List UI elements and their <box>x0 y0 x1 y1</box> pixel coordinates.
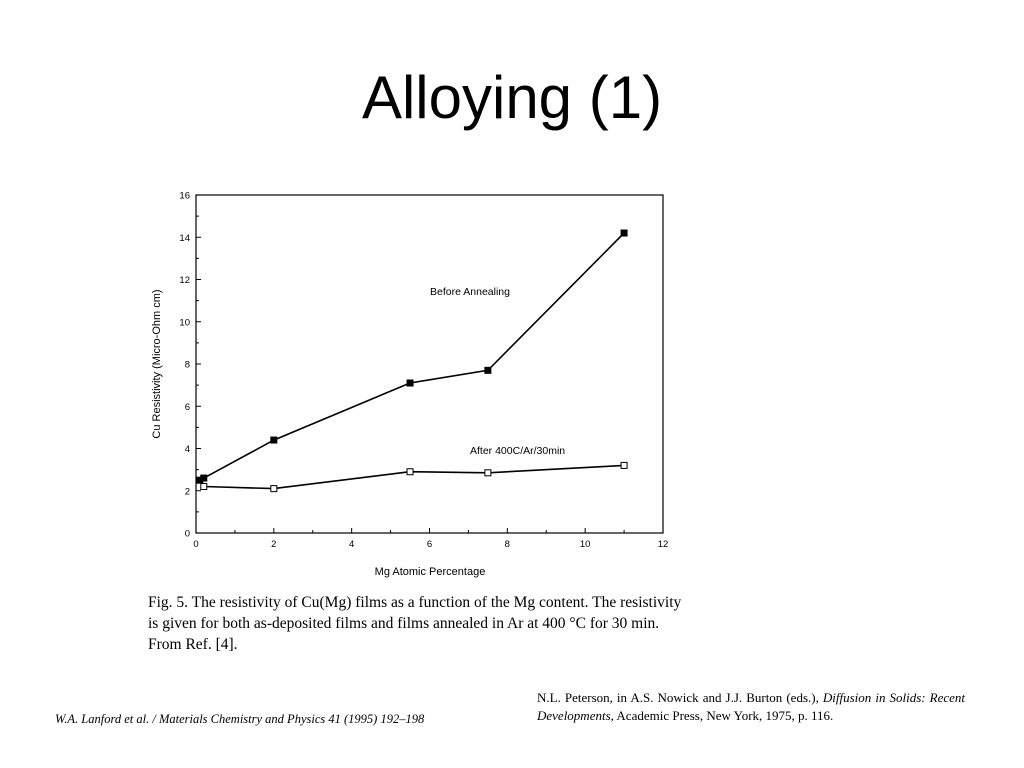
series-label-after-annealing: After 400C/Ar/30min <box>470 445 566 457</box>
y-tick-label: 6 <box>184 401 190 413</box>
citation-peterson-tail: Academic Press, New York, 1975, p. 116. <box>613 708 834 723</box>
citation-lanford: W.A. Lanford et al. / Materials Chemistry and Physics 41 (1995) 192–198 <box>55 712 425 726</box>
plot-frame <box>196 195 663 533</box>
y-tick-label: 8 <box>184 359 190 371</box>
x-tick-label: 12 <box>657 539 669 550</box>
citation-peterson-lead: N.L. Peterson, in A.S. Nowick and J.J. Burton (eds.), <box>537 690 823 705</box>
y-tick-label: 14 <box>179 232 190 244</box>
y-tick-label: 0 <box>184 528 190 540</box>
data-point <box>407 380 413 386</box>
axes-layer <box>179 191 668 551</box>
data-point <box>407 469 413 475</box>
y-tick-label: 10 <box>179 317 190 329</box>
data-point <box>485 367 491 373</box>
data-point <box>271 486 277 492</box>
y-tick-label: 16 <box>179 190 190 202</box>
data-point <box>271 437 277 443</box>
series-label-before-annealing: Before Annealing <box>430 286 510 298</box>
data-point <box>621 462 627 468</box>
series-line-0 <box>200 233 624 480</box>
x-tick-label: 0 <box>193 539 199 550</box>
x-axis-label: Mg Atomic Percentage <box>374 566 486 578</box>
figure-caption: Fig. 5. The resistivity of Cu(Mg) films as a function of the Mg content. The resistivity is given for both as-deposited films and films annealed in Ar at 400 °C for 30 min. From Ref. [4]. <box>148 594 682 653</box>
x-tick-label: 6 <box>426 539 433 550</box>
data-point <box>621 230 627 236</box>
y-tick-label: 4 <box>184 444 190 455</box>
y-tick-label: 2 <box>184 486 190 498</box>
data-point <box>201 484 207 490</box>
x-tick-label: 4 <box>349 539 355 550</box>
y-tick-label: 12 <box>179 275 190 286</box>
slide-title: Alloying (1) <box>361 64 663 131</box>
series-line-1 <box>204 465 624 488</box>
y-axis-label: Cu Resistivity (Micro-Ohm cm) <box>151 289 163 439</box>
data-point <box>485 470 491 476</box>
x-tick-label: 8 <box>504 539 510 550</box>
citation-peterson <box>537 689 965 725</box>
x-tick-label: 10 <box>579 539 591 550</box>
data-point <box>201 475 207 481</box>
citation-peterson-title: Diffusion in Solids: Recent Developments, <box>537 690 965 723</box>
x-tick-label: 2 <box>271 539 277 550</box>
